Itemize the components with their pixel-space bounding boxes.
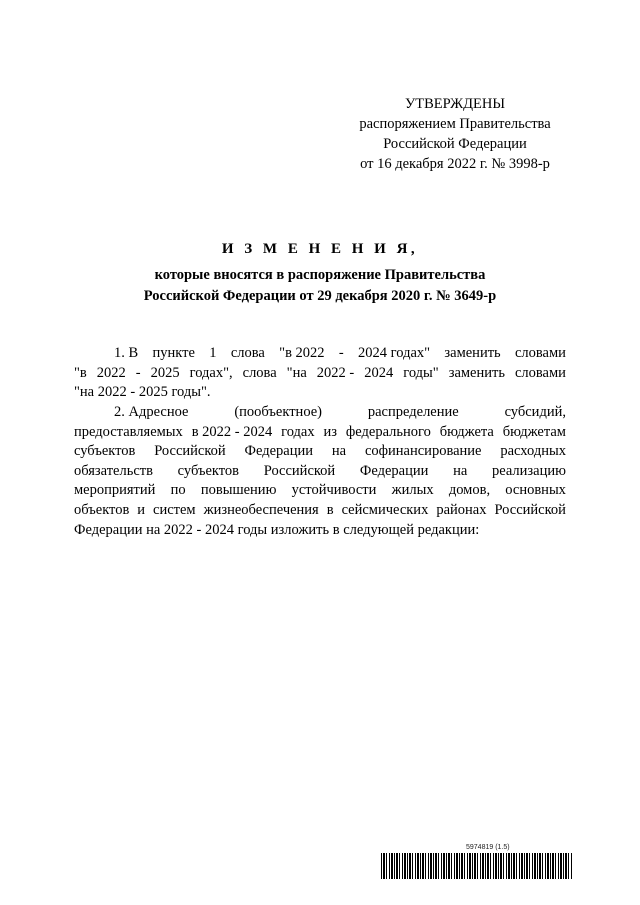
document-title: И З М Е Н Е Н И Я, [221, 241, 419, 257]
word: 2024 [364, 364, 394, 381]
justified-line [74, 423, 566, 443]
word: субъектов [177, 462, 240, 479]
word: основных [505, 482, 566, 499]
word: систем [153, 501, 196, 518]
word: устойчивости [291, 482, 377, 499]
word: софинансирование [364, 443, 482, 460]
justified-line [74, 501, 566, 521]
justified-line [74, 462, 566, 482]
word: 2025 [150, 364, 180, 381]
word: заменить [448, 364, 505, 381]
word: словами [514, 345, 566, 361]
word: жизнеобеспечения [203, 501, 319, 518]
word: на [331, 443, 347, 460]
word: Российской [494, 501, 566, 518]
word: в [326, 501, 334, 518]
justified-line [74, 481, 566, 501]
word: "на [286, 364, 307, 381]
paragraph-1 [74, 344, 566, 403]
word: годах", [189, 364, 233, 381]
word: - [135, 364, 141, 381]
word: объектов [74, 501, 130, 518]
approval-line: Российской Федерации [383, 136, 527, 152]
word: субъектов [74, 443, 136, 460]
subtitle-line: которые вносятся в распоряжение Правительства [154, 267, 486, 283]
word: повышению [200, 482, 277, 499]
word: расходных [500, 443, 566, 460]
word: Российской [263, 462, 336, 479]
word: "в 2022 [279, 345, 325, 361]
word: слова [242, 364, 277, 381]
word: Федерации [244, 443, 314, 460]
word: бюджета [439, 423, 494, 440]
word: субсидий, [504, 404, 566, 420]
subtitle-line: Российской Федерации от 29 декабря 2020 г. № 3649-р [143, 288, 497, 304]
word: словами [514, 364, 566, 381]
approval-heading: УТВЕРЖДЕНЫ [404, 96, 506, 112]
word: Федерации [359, 462, 429, 479]
word: слова [230, 345, 265, 361]
barcode-number: 5974819 (1.5) [466, 844, 510, 851]
paragraph-2 [74, 403, 566, 540]
word: 2022 - [316, 364, 355, 381]
last-line: "на 2022 - 2025 годы". [74, 384, 211, 401]
barcode-image [381, 853, 572, 879]
word: федерального [345, 423, 431, 440]
word: на [453, 462, 468, 479]
word: районах [436, 501, 487, 518]
word: мероприятий [74, 482, 156, 499]
word: из [323, 423, 338, 440]
word: Российской [154, 443, 226, 460]
approval-date: от 16 декабря 2022 г. № 3998-р [360, 156, 550, 172]
word: по [170, 482, 186, 499]
word: пункте [152, 345, 195, 361]
word: 1 [209, 345, 217, 361]
approval-block [330, 94, 580, 174]
word: и [137, 501, 146, 518]
word: годы" [403, 364, 439, 381]
word: обязательств [74, 462, 153, 479]
justified-line [74, 364, 566, 384]
word: в 2022 - 2024 [191, 423, 273, 440]
word: заменить [444, 345, 501, 361]
word: "в [74, 364, 87, 381]
word: 2024 годах" [358, 345, 431, 361]
word: 2. Адресное [114, 404, 189, 420]
word: распределение [367, 404, 459, 420]
word: домов, [448, 482, 491, 499]
justified-line [74, 442, 566, 462]
word: 1. В [114, 345, 139, 361]
word: годах [281, 423, 315, 440]
justified-line [74, 344, 566, 364]
word: (пообъектное) [234, 404, 323, 420]
last-line: Федерации на 2022 - 2024 годы изложить в следующей редакции: [74, 521, 480, 538]
word: жилых [391, 482, 434, 499]
justified-line [74, 403, 566, 423]
word: реализацию [492, 462, 566, 479]
word: 2022 [96, 364, 126, 381]
word: бюджетам [502, 423, 566, 440]
document-subtitle [0, 265, 640, 307]
word: - [338, 345, 344, 361]
approval-line: распоряжением Правительства [359, 116, 551, 132]
word: предоставляемых [74, 423, 183, 440]
word: сейсмических [341, 501, 429, 518]
